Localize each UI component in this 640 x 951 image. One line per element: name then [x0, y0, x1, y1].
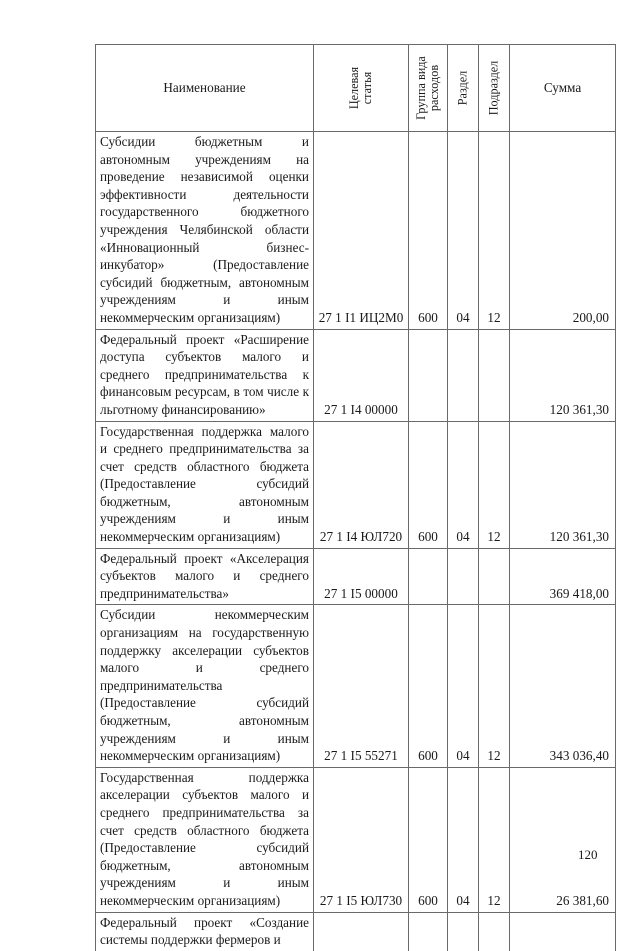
row-sum: 343 036,40 — [510, 605, 616, 767]
header-sum-text: Сумма — [543, 80, 582, 96]
row-group: 600 — [409, 132, 448, 330]
table-row — [96, 548, 616, 605]
row-sum — [510, 912, 616, 951]
table-row — [96, 132, 616, 330]
header-group-line1: Группа вида — [414, 56, 428, 120]
row-target: 27 1 I4 ЮЛ720 — [314, 421, 409, 548]
row-subsection — [479, 912, 510, 951]
row-name: Федеральный проект «Расширение доступа субъектов малого и среднего предпринимательства к финансовым ресурсам, в том числе к льготному финансированию» — [96, 329, 314, 421]
table-header-row — [96, 45, 616, 132]
row-section: 04 — [448, 605, 479, 767]
row-sum: 26 381,60 — [510, 767, 616, 912]
row-name: Субсидии некоммерческим организациям на государственную поддержку акселерации субъектов малого и среднего предпринимательства (Предоставление субсидий бюджетным, автономным учреждениям и иным некоммерческим организациям) — [96, 605, 314, 767]
row-target: 27 1 I5 55271 — [314, 605, 409, 767]
row-sum: 369 418,00 — [510, 548, 616, 605]
row-section: 04 — [448, 132, 479, 330]
row-target: 27 1 I1 ИЦ2М0 — [314, 132, 409, 330]
row-name: Федеральный проект «Создание системы поддержки фермеров и — [96, 912, 314, 951]
table-row — [96, 605, 616, 767]
header-section-text: Раздел — [455, 70, 470, 106]
row-group: 600 — [409, 605, 448, 767]
row-group — [409, 912, 448, 951]
row-subsection: 12 — [479, 421, 510, 548]
table-row — [96, 767, 616, 912]
header-sum — [510, 45, 616, 132]
row-subsection: 12 — [479, 605, 510, 767]
header-target-line2: статья — [360, 71, 374, 105]
header-name — [96, 45, 314, 132]
header-target-line1: Целевая — [347, 66, 361, 110]
row-name: Государственная поддержка малого и среднего предпринимательства за счет средств областного бюджета (Предоставление субсидий бюджетным, автономным учреждениям и иным некоммерческим организациям) — [96, 421, 314, 548]
row-name: Федеральный проект «Акселерация субъектов малого и среднего предпринимательства» — [96, 548, 314, 605]
row-subsection — [479, 548, 510, 605]
row-target: 27 1 I5 ЮЛ730 — [314, 767, 409, 912]
row-subsection: 12 — [479, 767, 510, 912]
row-target — [314, 912, 409, 951]
row-target: 27 1 I4 00000 — [314, 329, 409, 421]
row-sum: 200,00 — [510, 132, 616, 330]
header-target-article — [314, 45, 409, 132]
row-section: 04 — [448, 421, 479, 548]
table-row — [96, 421, 616, 548]
row-group — [409, 548, 448, 605]
budget-table — [95, 44, 616, 951]
row-section: 04 — [448, 767, 479, 912]
row-sum: 120 361,30 — [510, 421, 616, 548]
row-group — [409, 329, 448, 421]
table-row — [96, 912, 616, 951]
row-name: Субсидии бюджетным и автономным учреждениям на проведение независимой оценки эффективности деятельности государственного бюджетного учреждения Челябинской области «Инновационный бизнес-инкубатор» (Предоставление субсидий бюджетным, автономным учреждениям и иным некоммерческим организациям) — [96, 132, 314, 330]
row-subsection: 12 — [479, 132, 510, 330]
header-name-text: Наименование — [163, 80, 246, 96]
header-subsection-text: Подраздел — [486, 60, 501, 116]
row-target: 27 1 I5 00000 — [314, 548, 409, 605]
header-group-line2: расходов — [427, 64, 441, 112]
row-subsection — [479, 329, 510, 421]
row-name: Государственная поддержка акселерации субъектов малого и среднего предпринимательства за счет средств областного бюджета (Предоставление субсидий бюджетным, автономным учреждениям и иным некоммерческим организациям) — [96, 767, 314, 912]
row-group: 600 — [409, 767, 448, 912]
row-section — [448, 329, 479, 421]
row-section — [448, 912, 479, 951]
header-subsection — [479, 45, 510, 132]
row-section — [448, 548, 479, 605]
table-row — [96, 329, 616, 421]
page-number: 120 — [578, 847, 598, 862]
row-sum: 120 361,30 — [510, 329, 616, 421]
header-section — [448, 45, 479, 132]
row-group: 600 — [409, 421, 448, 548]
header-expense-group — [409, 45, 448, 132]
